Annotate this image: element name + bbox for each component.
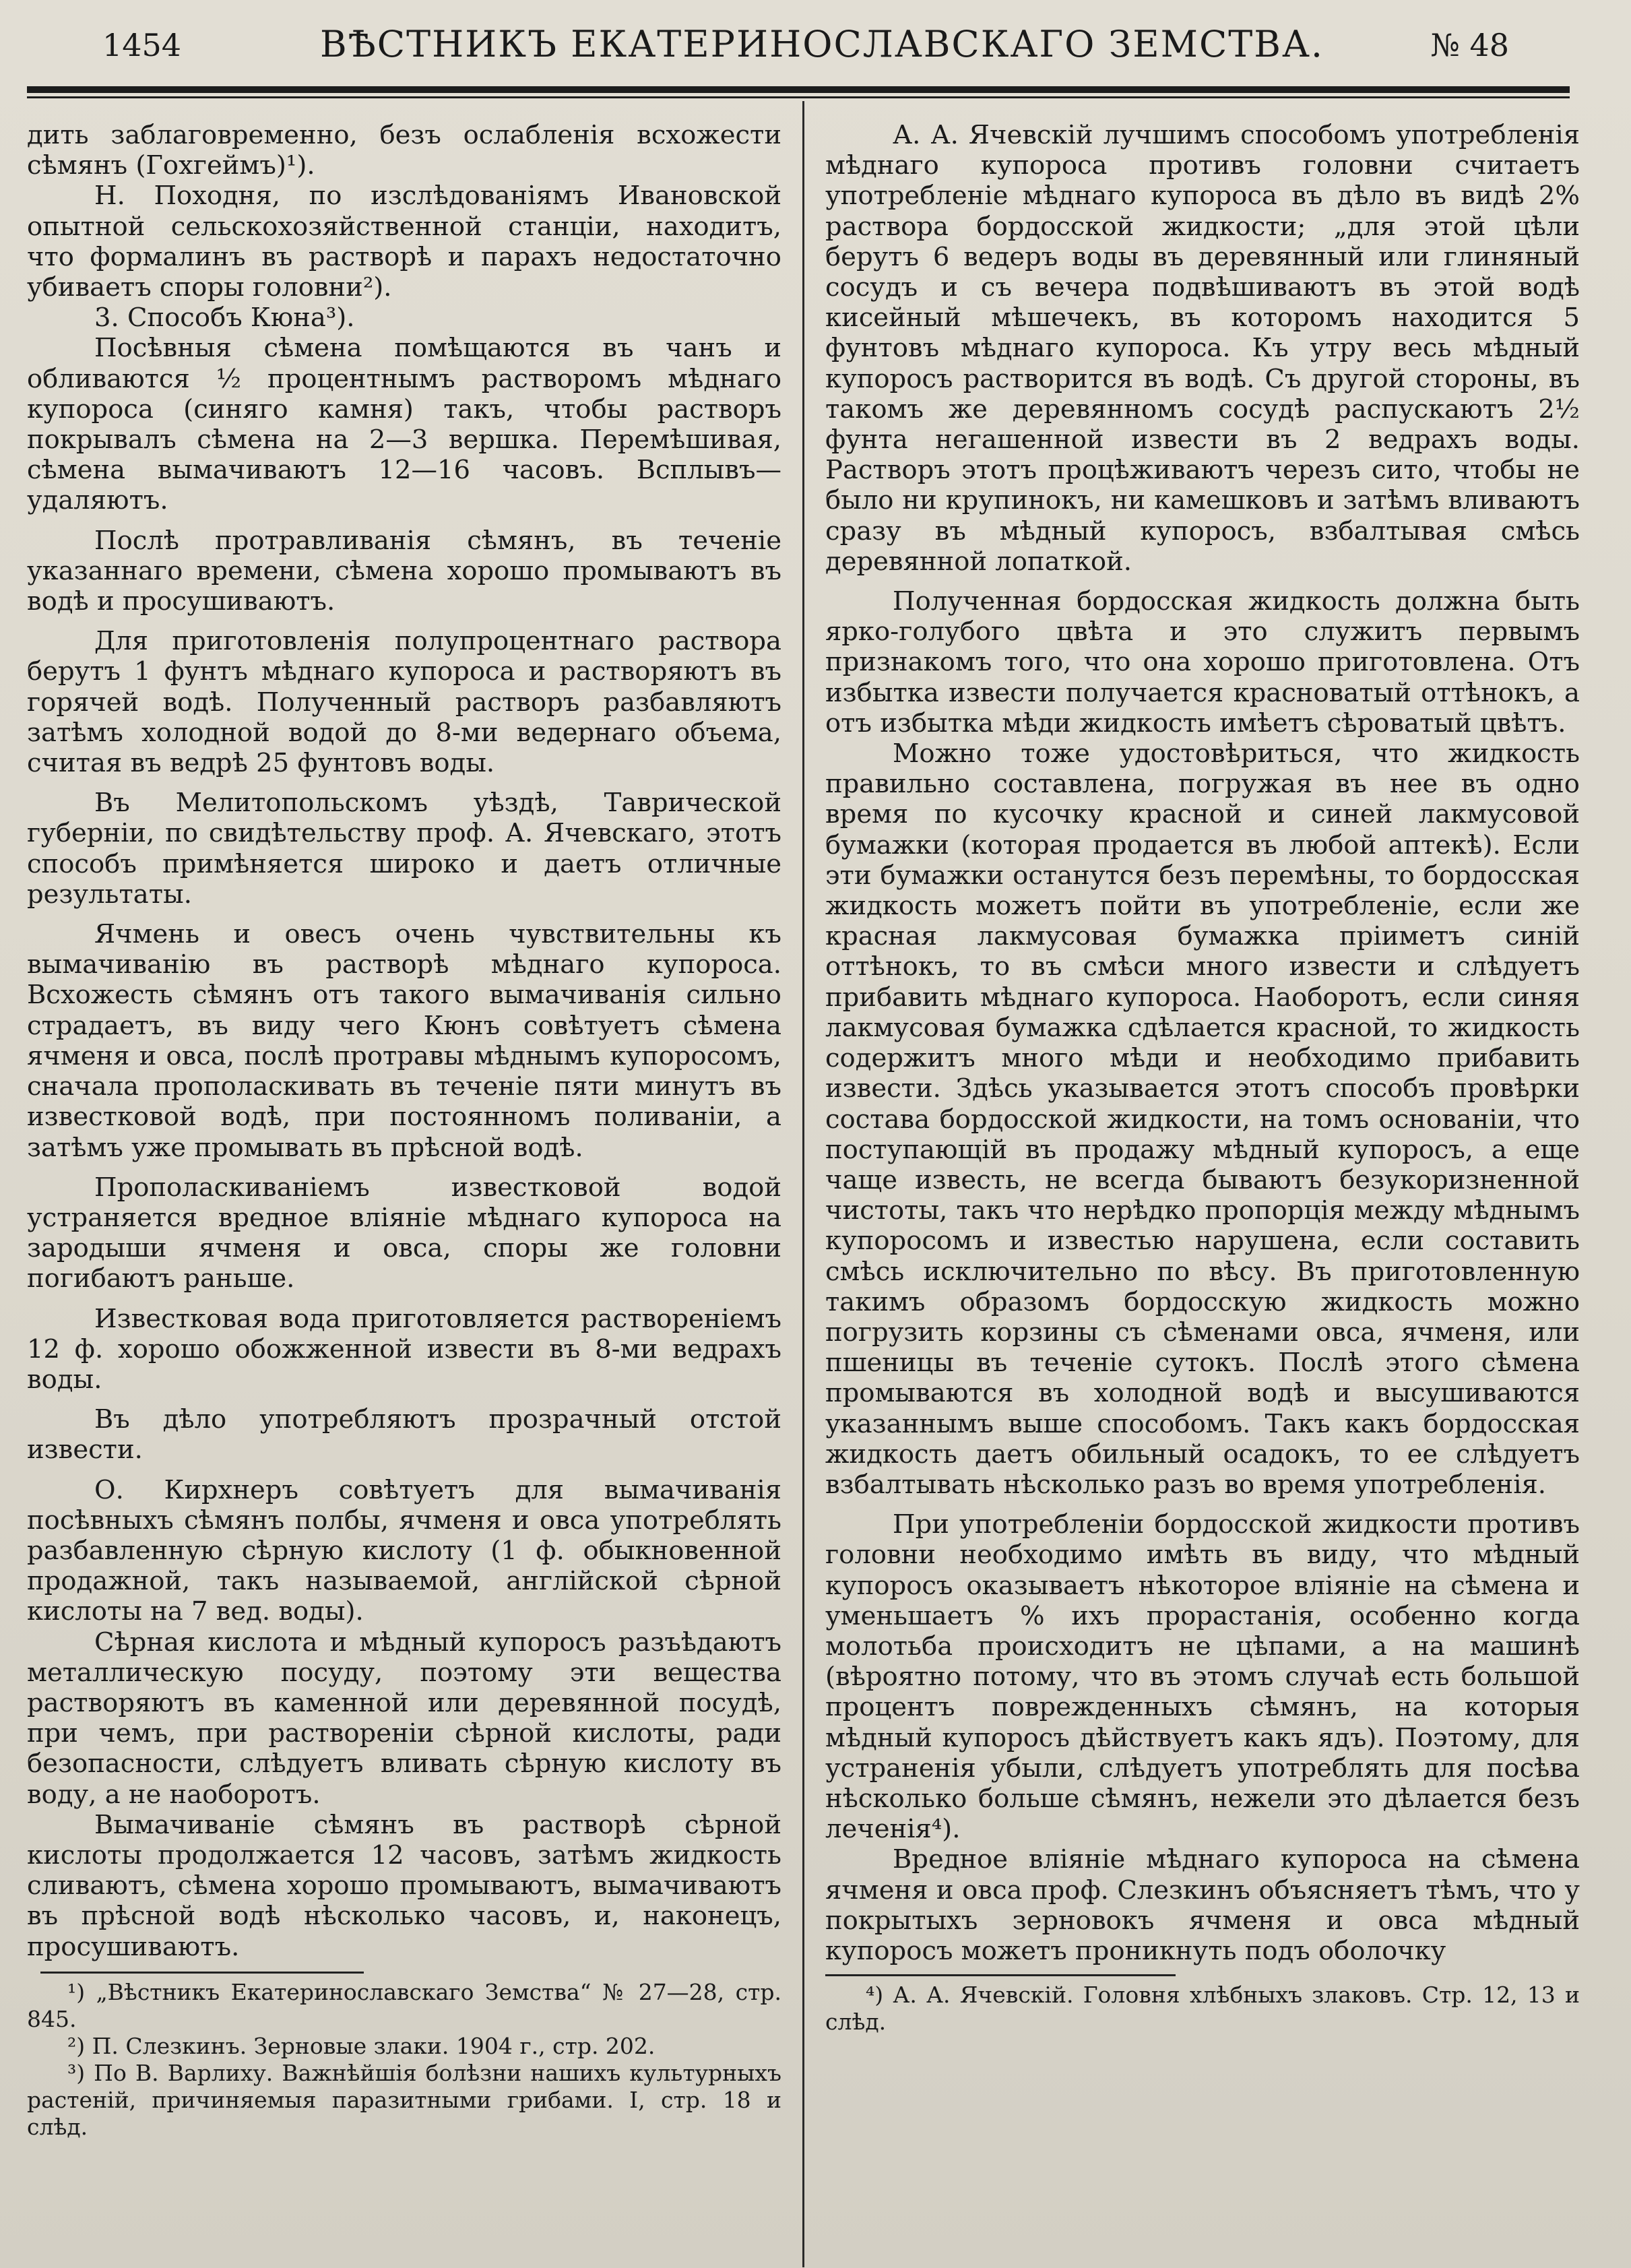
footnote-rule xyxy=(40,1972,364,1974)
left-footnotes xyxy=(27,1979,781,2141)
right-column xyxy=(825,120,1580,2036)
paragraph: Можно тоже удостовѣриться, что жидкость правильно составлена, погружая въ нее въ одно время по кусочку красной и синей лакмусовой бумажки (которая продается въ любой аптекѣ). Если эти бумажки останутся безъ перемѣны, то бордосская жидкость можетъ пойти въ употребленіе, если же красная лакмусовая бумажка пріиметъ синій оттѣнокъ, то въ смѣси много извести и слѣдуетъ прибавить мѣднаго купороса. Наоборотъ, если синяя лакмусовая бумажка сдѣлается красной, то жидкость содержитъ много мѣди и необходимо прибавить извести. Здѣсь указывается этотъ способъ провѣрки состава бордосской жидкости, на томъ основаніи, что поступающій въ продажу мѣдный купоросъ, а еще чаще известь, не всегда бываютъ безукоризненной чистоты, такъ что нерѣдко пропорція между мѣднымъ купоросомъ и известью нарушена, если составить смѣсь исключительно по вѣсу. Въ приготовленную такимъ образомъ бордосскую жидкость можно погрузить корзины съ сѣменами овса, ячменя, или пшеницы въ теченіе сутокъ. Послѣ этого сѣмена промываются въ холодной водѣ и высушиваются указаннымъ выше способомъ. Такъ какъ бордосская жидкость даетъ обильный осадокъ, то ее слѣдуетъ взбалтывать нѣсколько разъ во время употребленія. xyxy=(825,738,1580,1500)
column-separator xyxy=(802,101,804,2267)
paragraph: Для приготовленія полупроцентнаго раствора берутъ 1 фунтъ мѣднаго купороса и растворяютъ въ горячей водѣ. Полученный растворъ разбавляютъ затѣмъ холодной водой до 8-ми ведернаго объема, считая въ ведрѣ 25 фунтовъ воды. xyxy=(27,626,781,779)
right-paragraphs xyxy=(825,120,1580,1966)
paragraph: Ячмень и овесъ очень чувствительны къ вымачиванію въ растворѣ мѣднаго купороса. Всхожесть сѣмянъ отъ такого вымачиванія сильно страдаетъ, въ виду чего Кюнъ совѣтуетъ сѣмена ячменя и овса, послѣ протравы мѣднымъ купоросомъ, сначала прополаскивать въ теченіе пяти минутъ въ известковой водѣ, при постоянномъ поливаніи, а затѣмъ уже промывать въ прѣсной водѣ. xyxy=(27,919,781,1163)
paragraph: Въ Мелитопольскомъ уѣздѣ, Таврической губерніи, по свидѣтельству проф. А. Ячевскаго, этотъ способъ примѣняется широко и даетъ отличные результаты. xyxy=(27,788,781,910)
left-paragraphs xyxy=(27,120,781,1962)
footnote-rule xyxy=(825,1974,1176,1976)
paragraph: Прополаскиваніемъ известковой водой устраняется вредное вліяніе мѣднаго купороса на зародыши ячменя и овса, споры же головни погибаютъ раньше. xyxy=(27,1172,781,1294)
paragraph: дить заблаговременно, безъ ослабленія всхожести сѣмянъ (Гохгеймъ)¹). xyxy=(27,120,781,181)
paragraph: Вредное вліяніе мѣднаго купороса на сѣмена ячменя и овса проф. Слезкинъ объясняетъ тѣмъ, что у покрытыхъ зерновокъ ячменя и овса мѣдный купоросъ можетъ проникнуть подъ оболочку xyxy=(825,1844,1580,1966)
paragraph: Известковая вода приготовляется раствореніемъ 12 ф. хорошо обожженной извести въ 8-ми ведрахъ воды. xyxy=(27,1303,781,1395)
paragraph: 3. Способъ Кюна³). xyxy=(94,303,355,334)
paragraph: Полученная бордосская жидкость должна быть ярко-голубого цвѣта и это служитъ первымъ признакомъ того, что она хорошо приготовлена. Отъ избытка извести получается красноватый оттѣнокъ, а отъ избытка мѣди жидкость имѣетъ сѣроватый цвѣтъ. xyxy=(825,586,1580,738)
header-rule-thin xyxy=(27,96,1570,98)
paragraph: О. Кирхнеръ совѣтуетъ для вымачиванія посѣвныхъ сѣмянъ полбы, ячменя и овса употреблять разбавленную сѣрную кислоту (1 ф. обыкновенной продажной, такъ называемой, англійской сѣрной кислоты на 7 вед. воды). xyxy=(27,1474,781,1627)
footnote: ³) По В. Варлиху. Важнѣйшія болѣзни нашихъ культурныхъ растеній, причиняемыя паразитными грибами. I, стр. 18 и слѣд. xyxy=(27,2059,781,2140)
paragraph: Посѣвныя сѣмена помѣщаются въ чанъ и обливаются ½ процентнымъ растворомъ мѣднаго купороса (синяго камня) такъ, чтобы растворъ покрывалъ сѣмена на 2—3 вершка. Перемѣшивая, сѣмена вымачиваютъ 12—16 часовъ. Всплывъ—удаляютъ. xyxy=(27,333,781,516)
paragraph: Сѣрная кислота и мѣдный купоросъ разъѣдаютъ металлическую посуду, поэтому эти вещества растворяютъ въ каменной или деревянной посудѣ, при чемъ, при раствореніи сѣрной кислоты, ради безопасности, слѣдуетъ вливать сѣрную кислоту въ воду, а не наоборотъ. xyxy=(27,1627,781,1810)
paragraph: А. А. Ячевскій лучшимъ способомъ употребленія мѣднаго купороса противъ головни считаетъ употребленіе мѣднаго купороса въ дѣло въ видѣ 2% раствора бордосской жидкости; „для этой цѣли берутъ 6 ведеръ воды въ деревянный или глиняный сосудъ и съ вечера подвѣшиваютъ въ этой водѣ кисейный мѣшечекъ, въ которомъ находится 5 фунтовъ мѣднаго купороса. Къ утру весь мѣдный купоросъ растворится въ водѣ. Съ другой стороны, въ такомъ же деревянномъ сосудѣ распускаютъ 2½ фунта негашенной извести въ 2 ведрахъ воды. Растворъ этотъ процѣживаютъ черезъ сито, чтобы не было ни крупинокъ, ни камешковъ и затѣмъ вливаютъ сразу въ мѣдный купоросъ, взбалтывая смѣсь деревянной лопаткой. xyxy=(825,120,1580,577)
page-header xyxy=(88,19,1556,71)
header-rule-thick xyxy=(27,86,1570,93)
issue-number: № 48 xyxy=(1430,27,1509,63)
paragraph: Н. Походня, по изслѣдованіямъ Ивановской опытной сельскохозяйственной станціи, находитъ, что формалинъ въ растворѣ и парахъ недостаточно убиваетъ споры головни²). xyxy=(27,181,781,303)
paragraph: Въ дѣло употребляютъ прозрачный отстой извести. xyxy=(27,1404,781,1466)
right-footnotes xyxy=(825,1982,1580,2036)
footnote: ⁴) А. А. Ячевскій. Головня хлѣбныхъ злаковъ. Стр. 12, 13 и слѣд. xyxy=(825,1982,1580,2036)
footnote: ¹) „Вѣстникъ Екатеринославскаго Земства“ № 27—28, стр. 845. xyxy=(27,1978,781,2032)
paragraph: При употребленіи бордосской жидкости противъ головни необходимо имѣть въ виду, что мѣдный купоросъ оказываетъ нѣкоторое вліяніе на сѣмена и уменьшаетъ % ихъ прорастанія, особенно когда молотьба происходитъ не цѣпами, а на машинѣ (вѣроятно потому, что въ этомъ случаѣ есть большой процентъ поврежденныхъ сѣмянъ, на которыя мѣдный купоросъ дѣйствуетъ какъ ядъ). Поэтому, для устраненія убыли, слѣдуетъ употреблять для посѣва нѣсколько больше сѣмянъ, нежели это дѣлается безъ леченія⁴). xyxy=(825,1509,1580,1845)
left-column xyxy=(27,120,781,2141)
page-number: 1454 xyxy=(102,27,182,63)
paragraph: Вымачиваніе сѣмянъ въ растворѣ сѣрной кислоты продолжается 12 часовъ, затѣмъ жидкость сливаютъ, сѣмена хорошо промываютъ, вымачиваютъ въ прѣсной водѣ нѣсколько часовъ, и, наконецъ, просушиваютъ. xyxy=(27,1809,781,1962)
footnote: ²) П. Слезкинъ. Зерновые злаки. 1904 г., стр. 202. xyxy=(67,2032,655,2059)
paragraph: Послѣ протравливанія сѣмянъ, въ теченіе указаннаго времени, сѣмена хорошо промываютъ въ водѣ и просушиваютъ. xyxy=(27,525,781,617)
journal-title: ВѢСТНИКЪ ЕКАТЕРИНОСЛАВСКАГО ЗЕМСТВА. xyxy=(319,23,1324,65)
